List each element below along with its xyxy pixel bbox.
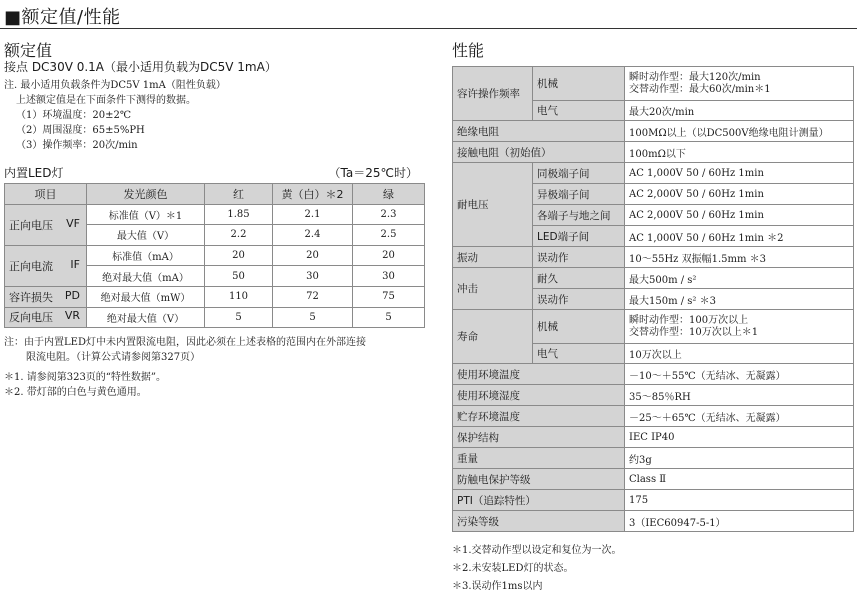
led-note: ＊1. 请参阅第323页的“特性数据”。 [4,372,167,383]
sub-label: LED端子间 [533,226,625,247]
row-label: PTI（追踪特性） [453,490,625,511]
cell-value: 100mΩ以下 [625,142,854,163]
cell-value: Class Ⅱ [625,469,854,490]
sub-label: 电气 [533,101,625,121]
cell-value: 最大150m / s² ＊3 [625,289,854,310]
table-header-cell: 红 [205,184,273,205]
table-header-cell: 黄（白）＊2 [273,184,353,205]
cell-value: 20 [353,245,425,266]
sub-label: 同极端子间 [533,163,625,184]
table-row [453,364,854,385]
row-label-text: 正向电流 [9,259,53,273]
cell-value: IEC IP40 [625,427,854,448]
cell-value: 2.5 [353,225,425,246]
cell-value-line: 瞬时动作型：100万次以上 [629,314,749,326]
cell-value: 35～85％RH [625,385,854,406]
rated-note: （3）操作频率：20次/min [16,140,138,151]
row-label: 冲击 [453,268,533,310]
sub-label: 标准值（V）＊1 [87,204,205,225]
row-symbol: PD [64,288,80,302]
cell-value: －10～＋55℃（无结冰、无凝露） [625,364,854,385]
sub-label: 异极端子间 [533,184,625,205]
rated-notes [4,78,226,153]
table-header-cell: 项目 [5,184,87,205]
led-heading [4,164,418,181]
sub-label: 标准值（mA） [87,245,205,266]
table-header-row [5,184,425,205]
table-header-cell: 发光颜色 [87,184,205,205]
cell-value: 2.2 [205,225,273,246]
sub-label: 误动作 [533,289,625,310]
table-row [5,307,425,328]
table-row [453,490,854,511]
sub-label: 最大值（V） [87,225,205,246]
table-row [453,406,854,427]
sub-label: 绝对最大值（V） [87,307,205,328]
rated-heading: 额定值 [4,41,53,60]
cell-value: 20 [205,245,273,266]
table-row [453,247,854,268]
table-row [453,427,854,448]
table-row [5,286,425,307]
cell-value: AC 1,000V 50 / 60Hz 1min ＊2 [625,226,854,247]
cell-value: 10万次以上 [625,344,854,364]
led-note: 注：由于内置LED灯中未内置限流电阻，因此必须在上述表格的范围内在外部连接 [4,337,366,348]
rated-note: 注. 最小适用负载条件为DC5V 1mA（阻性负载） [4,80,226,91]
table-row [453,67,854,101]
perf-table [452,66,854,532]
sub-label: 机械 [533,67,625,101]
sub-label: 绝对最大值（mA） [87,266,205,287]
cell-value: AC 1,000V 50 / 60Hz 1min [625,163,854,184]
row-label [5,204,87,245]
cell-value-line: 瞬时动作型：最大120次/min [629,71,761,83]
cell-value: 2.1 [273,204,353,225]
cell-value: 100MΩ以上（以DC500V绝缘电阻计测量） [625,121,854,142]
table-row [453,310,854,344]
row-label-text: 正向电压 [9,218,53,232]
cell-value: 72 [273,286,353,307]
sub-label: 误动作 [533,247,625,268]
row-label-text: 反向电压 [9,311,53,325]
cell-value: 最大20次/min [625,101,854,121]
row-label [5,245,87,286]
led-note: 限流电阻。（计算公式请参阅第327页） [26,352,201,363]
cell-value: AC 2,000V 50 / 60Hz 1min [625,205,854,226]
cell-value: 20 [273,245,353,266]
rated-note: （1）环境温度：20±2℃ [16,110,132,121]
row-label: 重量 [453,448,625,469]
perf-note: ＊3.误动作1ms以内 [452,581,543,592]
row-label: 容许操作频率 [453,67,533,121]
row-label: 绝缘电阻 [453,121,625,142]
table-row [453,121,854,142]
cell-value: 最大500m / s² [625,268,854,289]
cell-value: 约3g [625,448,854,469]
table-row [453,142,854,163]
cell-value: 30 [273,266,353,287]
led-notes [4,335,366,400]
cell-value [625,310,854,344]
sub-label: 耐久 [533,268,625,289]
table-header-cell: 绿 [353,184,425,205]
cell-value: 2.3 [353,204,425,225]
row-label: 保护结构 [453,427,625,448]
table-row [453,163,854,184]
row-label-text: 容许损失 [9,290,53,304]
cell-value: 75 [353,286,425,307]
table-row [453,511,854,532]
cell-value: 1.85 [205,204,273,225]
row-label [5,307,87,328]
row-label: 污染等级 [453,511,625,532]
perf-heading: 性能 [452,41,485,60]
sub-label: 机械 [533,310,625,344]
row-label: 接触电阻（初始值） [453,142,625,163]
led-ambient-condition: （Ta＝25℃时） [328,166,418,180]
cell-value: 50 [205,266,273,287]
row-label: 使用环境温度 [453,364,625,385]
table-row [5,204,425,225]
row-label: 振动 [453,247,533,268]
page-title: ■额定值/性能 [4,7,121,28]
cell-value: 5 [353,307,425,328]
rated-note: （2）周围湿度：65±5%PH [16,125,145,136]
row-symbol: VF [66,216,80,230]
sub-label: 绝对最大值（mW） [87,286,205,307]
cell-value: 175 [625,490,854,511]
rated-note: 上述额定值是在下面条件下测得的数据。 [16,95,196,106]
row-label: 贮存环境温度 [453,406,625,427]
perf-note: ＊1.交替动作型以设定和复位为一次。 [452,545,622,556]
perf-note: ＊2.未安装LED灯的状态。 [452,563,574,574]
cell-value-line: 交替动作型：10万次以上＊1 [629,326,759,338]
table-row [5,245,425,266]
cell-value: 30 [353,266,425,287]
cell-value: 10～55Hz 双振幅1.5mm ＊3 [625,247,854,268]
cell-value-line: 交替动作型：最大60次/min＊1 [629,83,771,95]
cell-value: 110 [205,286,273,307]
row-label: 防触电保护等级 [453,469,625,490]
cell-value [625,67,854,101]
cell-value: 5 [205,307,273,328]
contact-spec: 接点 DC30V 0.1A（最小适用负载为DC5V 1mA） [4,60,277,74]
title-divider [0,28,857,29]
cell-value: －25～＋65℃（无结冰、无凝露） [625,406,854,427]
table-row [453,448,854,469]
row-label: 寿命 [453,310,533,364]
cell-value: 5 [273,307,353,328]
row-symbol: VR [64,309,80,323]
cell-value: AC 2,000V 50 / 60Hz 1min [625,184,854,205]
cell-value: 3（IEC60947-5-1） [625,511,854,532]
led-note: ＊2. 带灯部的白色与黄色通用。 [4,387,147,398]
led-table [4,183,425,328]
row-label: 使用环境湿度 [453,385,625,406]
sub-label: 电气 [533,344,625,364]
row-label: 耐电压 [453,163,533,247]
table-row [453,385,854,406]
table-row [453,469,854,490]
table-row [453,268,854,289]
perf-notes [452,542,622,596]
led-heading-label: 内置LED灯 [4,166,64,180]
cell-value: 2.4 [273,225,353,246]
sub-label: 各端子与地之间 [533,205,625,226]
row-symbol: IF [70,257,80,271]
row-label [5,286,87,307]
